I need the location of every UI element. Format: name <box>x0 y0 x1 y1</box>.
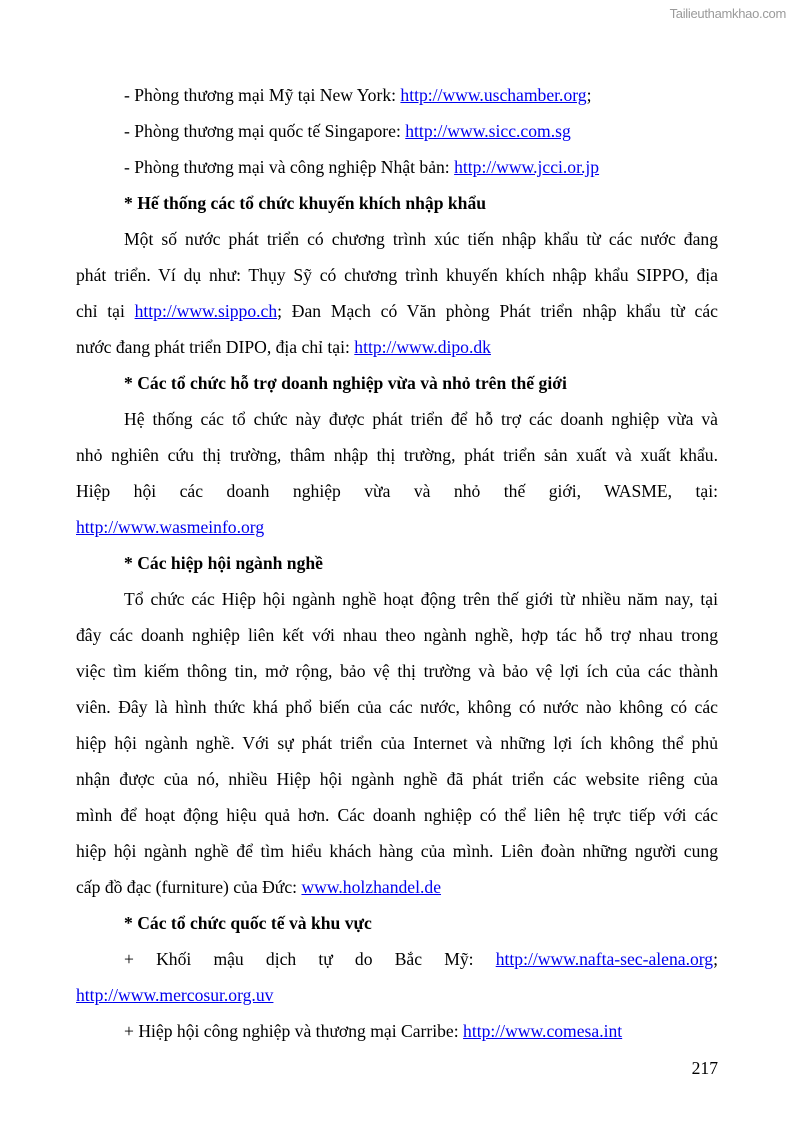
hyperlink[interactable]: http://www.comesa.int <box>463 1021 623 1041</box>
text-line <box>76 941 718 977</box>
text-line <box>76 401 718 437</box>
watermark: Tailieuthamkhao.com <box>669 6 786 21</box>
text-segment: - Phòng thương mại và công nghiệp Nhật bản: <box>124 157 455 177</box>
text-line <box>76 77 718 113</box>
text-segment: * Các tổ chức hỗ trợ doanh nghiệp vừa và nhỏ trên thế giới <box>124 373 567 393</box>
text-line <box>76 1013 718 1049</box>
hyperlink[interactable]: http://www.dipo.dk <box>354 337 491 357</box>
text-line <box>76 149 718 185</box>
text-segment: ; Đan Mạch có Văn phòng Phát triển nhập khẩu từ các <box>277 301 718 321</box>
hyperlink[interactable]: http://www.mercosur.org.uv <box>76 985 274 1005</box>
text-line <box>76 653 718 689</box>
section-heading <box>76 905 718 941</box>
text-line <box>76 581 718 617</box>
text-segment: nhận được của nó, nhiều Hiệp hội ngành nghề đã phát triển các website riêng của <box>76 769 718 789</box>
text-segment: cấp đồ đạc (furniture) của Đức: <box>76 877 302 897</box>
text-segment: hiệp hội ngành nghề để tìm hiểu khách hàng của mình. Liên đoàn những người cung <box>76 841 718 861</box>
text-segment: * Các hiệp hội ngành nghề <box>124 553 323 573</box>
text-segment: Hiệp hội các doanh nghiệp vừa và nhỏ thế giới, WASME, tại: <box>76 481 718 501</box>
text-segment: chỉ tại <box>76 301 135 321</box>
text-segment: ; <box>713 949 718 969</box>
text-line <box>76 257 718 293</box>
hyperlink[interactable]: www.holzhandel.de <box>301 877 442 897</box>
text-segment: hiệp hội ngành nghề. Với sự phát triển của Internet và những lợi ích không thể phủ <box>76 733 718 753</box>
text-line <box>76 977 718 1013</box>
text-line <box>76 797 718 833</box>
text-segment: ; <box>586 85 592 105</box>
document-body <box>76 77 718 1049</box>
text-line <box>76 509 718 545</box>
text-line <box>76 113 718 149</box>
text-segment: việc tìm kiếm thông tin, mở rộng, bảo vệ thị trường và bảo vệ lợi ích của các thành <box>76 661 718 681</box>
text-segment: mình để hoạt động hiệu quả hơn. Các doanh nghiệp có thể liên hệ trực tiếp với các <box>76 805 718 825</box>
text-segment: Tổ chức các Hiệp hội ngành nghề hoạt động trên thế giới từ nhiều năm nay, tại <box>124 589 718 609</box>
text-line <box>76 869 718 905</box>
text-line <box>76 617 718 653</box>
hyperlink[interactable]: http://www.wasmeinfo.org <box>76 517 265 537</box>
section-heading <box>76 545 718 581</box>
hyperlink[interactable]: http://www.sicc.com.sg <box>405 121 571 141</box>
text-segment: + Hiệp hội công nghiệp và thương mại Carribe: <box>124 1021 464 1041</box>
hyperlink[interactable]: http://www.uschamber.org <box>400 85 587 105</box>
text-segment: - Phòng thương mại Mỹ tại New York: <box>124 85 401 105</box>
text-segment: Một số nước phát triển có chương trình xúc tiến nhập khẩu từ các nước đang <box>124 229 718 249</box>
text-line <box>76 293 718 329</box>
text-segment: viên. Đây là hình thức khá phổ biến của các nước, không có nước nào không có các <box>76 697 718 717</box>
hyperlink[interactable]: http://www.nafta-sec-alena.org <box>495 949 714 969</box>
text-line <box>76 473 718 509</box>
text-segment: - Phòng thương mại quốc tế Singapore: <box>124 121 406 141</box>
text-line <box>76 689 718 725</box>
text-line <box>76 329 718 365</box>
text-segment: phát triển. Ví dụ như: Thụy Sỹ có chương trình khuyến khích nhập khẩu SIPPO, địa <box>76 265 718 285</box>
text-line <box>76 725 718 761</box>
hyperlink[interactable]: http://www.sippo.ch <box>134 301 278 321</box>
text-segment: nước đang phát triển DIPO, địa chỉ tại: <box>76 337 355 357</box>
text-line <box>76 437 718 473</box>
text-segment: đây các doanh nghiệp liên kết với nhau theo ngành nghề, hợp tác hỗ trợ nhau trong <box>76 625 718 645</box>
text-segment: nhỏ nghiên cứu thị trường, thâm nhập thị trường, phát triển sản xuất và xuất khẩu. <box>76 445 718 465</box>
text-segment: + Khối mậu dịch tự do Bắc Mỹ: <box>124 949 496 969</box>
text-segment: Hệ thống các tổ chức này được phát triển để hỗ trợ các doanh nghiệp vừa và <box>124 409 718 429</box>
text-line <box>76 833 718 869</box>
section-heading <box>76 365 718 401</box>
page-number: 217 <box>691 1058 718 1078</box>
text-segment: * Hế thống các tổ chức khuyến khích nhập khẩu <box>124 193 487 213</box>
text-line <box>76 761 718 797</box>
section-heading <box>76 185 718 221</box>
text-line <box>76 221 718 257</box>
text-segment: * Các tổ chức quốc tế và khu vực <box>124 913 372 933</box>
hyperlink[interactable]: http://www.jcci.or.jp <box>454 157 600 177</box>
